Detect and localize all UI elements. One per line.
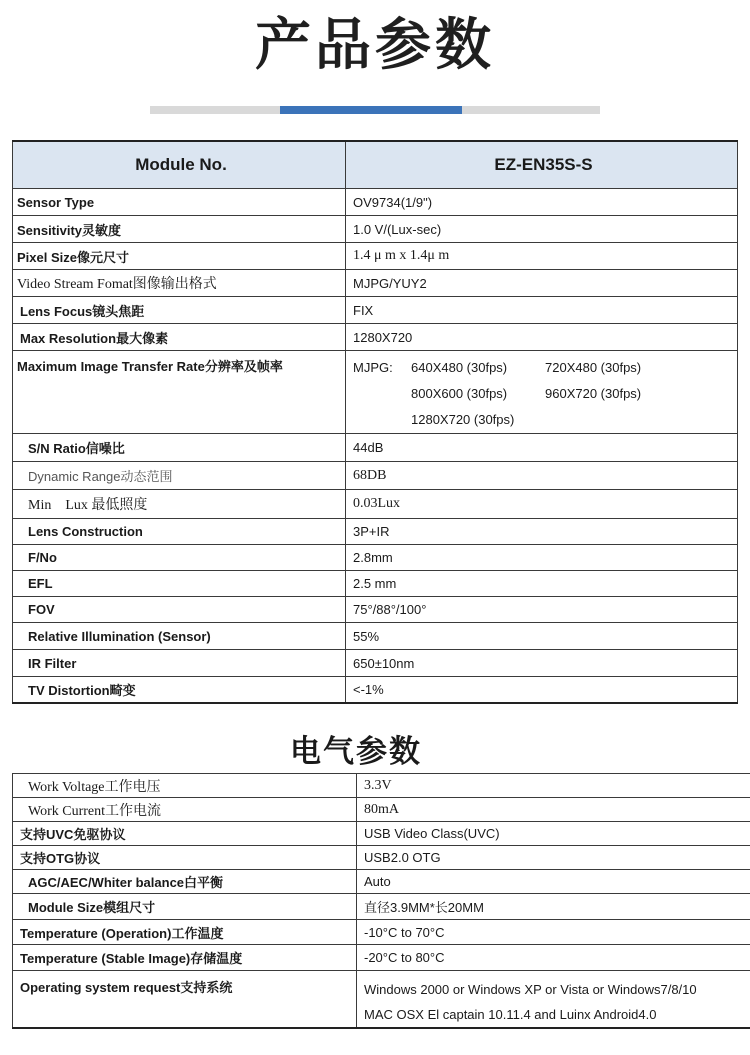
row-value: 0.03Lux bbox=[346, 490, 738, 519]
row-value: MJPG/YUY2 bbox=[346, 270, 738, 297]
table-row bbox=[13, 519, 738, 545]
row-label: Video Stream Fomat图像输出格式 bbox=[13, 270, 346, 297]
table-row bbox=[13, 822, 750, 846]
row-value: 44dB bbox=[346, 434, 738, 462]
table-row bbox=[13, 798, 750, 822]
row-value: 68DB bbox=[346, 462, 738, 490]
table-row bbox=[13, 920, 750, 945]
mode-item: 640X480 (30fps) bbox=[411, 360, 508, 375]
row-value: 650±10nm bbox=[346, 650, 738, 677]
mode-item: 1280X720 (30fps) bbox=[411, 412, 515, 427]
row-value: 1.0 V/(Lux-sec) bbox=[346, 216, 738, 243]
table-row bbox=[13, 216, 738, 243]
mode-item: 800X600 (30fps) bbox=[411, 386, 508, 401]
row-value: 1.4 μ m x 1.4μ m bbox=[346, 243, 738, 270]
header-model: EZ-EN35S-S bbox=[346, 141, 738, 189]
row-value: 55% bbox=[346, 623, 738, 650]
row-value: -10°C to 70°C bbox=[357, 920, 750, 945]
table-header-row bbox=[13, 141, 738, 189]
row-label: F/No bbox=[13, 545, 346, 571]
table-row bbox=[13, 243, 738, 270]
row-label: FOV bbox=[13, 597, 346, 623]
row-label: 支持OTG协议 bbox=[13, 846, 357, 870]
row-label: Module Size模组尺寸 bbox=[13, 894, 357, 920]
table-row bbox=[13, 324, 738, 351]
row-label: EFL bbox=[13, 571, 346, 597]
table-row bbox=[13, 677, 738, 703]
row-value bbox=[357, 971, 750, 1029]
row-value: 3P+IR bbox=[346, 519, 738, 545]
table-row bbox=[13, 434, 738, 462]
product-parameters-table bbox=[12, 140, 738, 704]
row-value: 1280X720 bbox=[346, 324, 738, 351]
table-row bbox=[13, 971, 750, 1029]
divider-accent bbox=[280, 106, 462, 114]
row-value: 直径3.9MM*长20MM bbox=[357, 894, 750, 920]
row-label: TV Distortion畸变 bbox=[13, 677, 346, 703]
row-label: Temperature (Operation)工作温度 bbox=[13, 920, 357, 945]
row-value: 3.3V bbox=[357, 774, 750, 798]
row-value: 75°/88°/100° bbox=[346, 597, 738, 623]
row-value bbox=[346, 351, 738, 434]
table-row bbox=[13, 351, 738, 434]
row-label: Operating system request支持系统 bbox=[13, 971, 357, 1029]
table-row bbox=[13, 490, 738, 519]
os-line: MAC OSX El captain 10.11.4 and Luinx Android4.0 bbox=[364, 1007, 657, 1022]
row-label: Relative Illumination (Sensor) bbox=[13, 623, 346, 650]
table-row bbox=[13, 189, 738, 216]
row-label: Temperature (Stable Image)存储温度 bbox=[13, 945, 357, 971]
row-label: IR Filter bbox=[13, 650, 346, 677]
row-label: Lens Focus镜头焦距 bbox=[13, 297, 346, 324]
table-row bbox=[13, 597, 738, 623]
table-row bbox=[13, 774, 750, 798]
table-row bbox=[13, 297, 738, 324]
table-row bbox=[13, 623, 738, 650]
os-line: Windows 2000 or Windows XP or Vista or Windows7/8/10 bbox=[364, 982, 697, 997]
table-row bbox=[13, 846, 750, 870]
row-label: Dynamic Range动态范围 bbox=[13, 462, 346, 490]
row-value: Auto bbox=[357, 870, 750, 894]
section-title: 电气参数 bbox=[290, 734, 422, 770]
row-label: S/N Ratio信噪比 bbox=[13, 434, 346, 462]
header-module-no: Module No. bbox=[13, 141, 346, 189]
row-label: Pixel Size像元尺寸 bbox=[13, 243, 346, 270]
table-row bbox=[13, 571, 738, 597]
row-value: <-1% bbox=[346, 677, 738, 703]
row-label: Lens Construction bbox=[13, 519, 346, 545]
format-label: MJPG: bbox=[353, 360, 393, 375]
row-label: Min Lux 最低照度 bbox=[13, 490, 346, 519]
row-label: AGC/AEC/Whiter balance白平衡 bbox=[13, 870, 357, 894]
row-label: Sensitivity灵敏度 bbox=[13, 216, 346, 243]
title-divider bbox=[150, 106, 600, 114]
row-label: Sensor Type bbox=[13, 189, 346, 216]
table-row bbox=[13, 545, 738, 571]
table-row bbox=[13, 870, 750, 894]
row-value: 2.8mm bbox=[346, 545, 738, 571]
row-label: Maximum Image Transfer Rate分辨率及帧率 bbox=[13, 351, 346, 434]
row-value: -20°C to 80°C bbox=[357, 945, 750, 971]
mode-item: 720X480 (30fps) bbox=[545, 360, 642, 375]
table-row bbox=[13, 945, 750, 971]
row-value: USB Video Class(UVC) bbox=[357, 822, 750, 846]
row-value: OV9734(1/9") bbox=[346, 189, 738, 216]
row-value: 80mA bbox=[357, 798, 750, 822]
row-value: FIX bbox=[346, 297, 738, 324]
row-value: USB2.0 OTG bbox=[357, 846, 750, 870]
row-label: 支持UVC免驱协议 bbox=[13, 822, 357, 846]
row-label: Work Current工作电流 bbox=[13, 798, 357, 822]
table-row bbox=[13, 894, 750, 920]
row-value: 2.5 mm bbox=[346, 571, 738, 597]
table-row bbox=[13, 650, 738, 677]
table-row bbox=[13, 270, 738, 297]
page-title: 产品参数 bbox=[255, 13, 495, 78]
electrical-parameters-table bbox=[12, 773, 750, 1029]
row-label: Max Resolution最大像素 bbox=[13, 324, 346, 351]
row-label: Work Voltage工作电压 bbox=[13, 774, 357, 798]
mode-item: 960X720 (30fps) bbox=[545, 386, 642, 401]
table-row bbox=[13, 462, 738, 490]
